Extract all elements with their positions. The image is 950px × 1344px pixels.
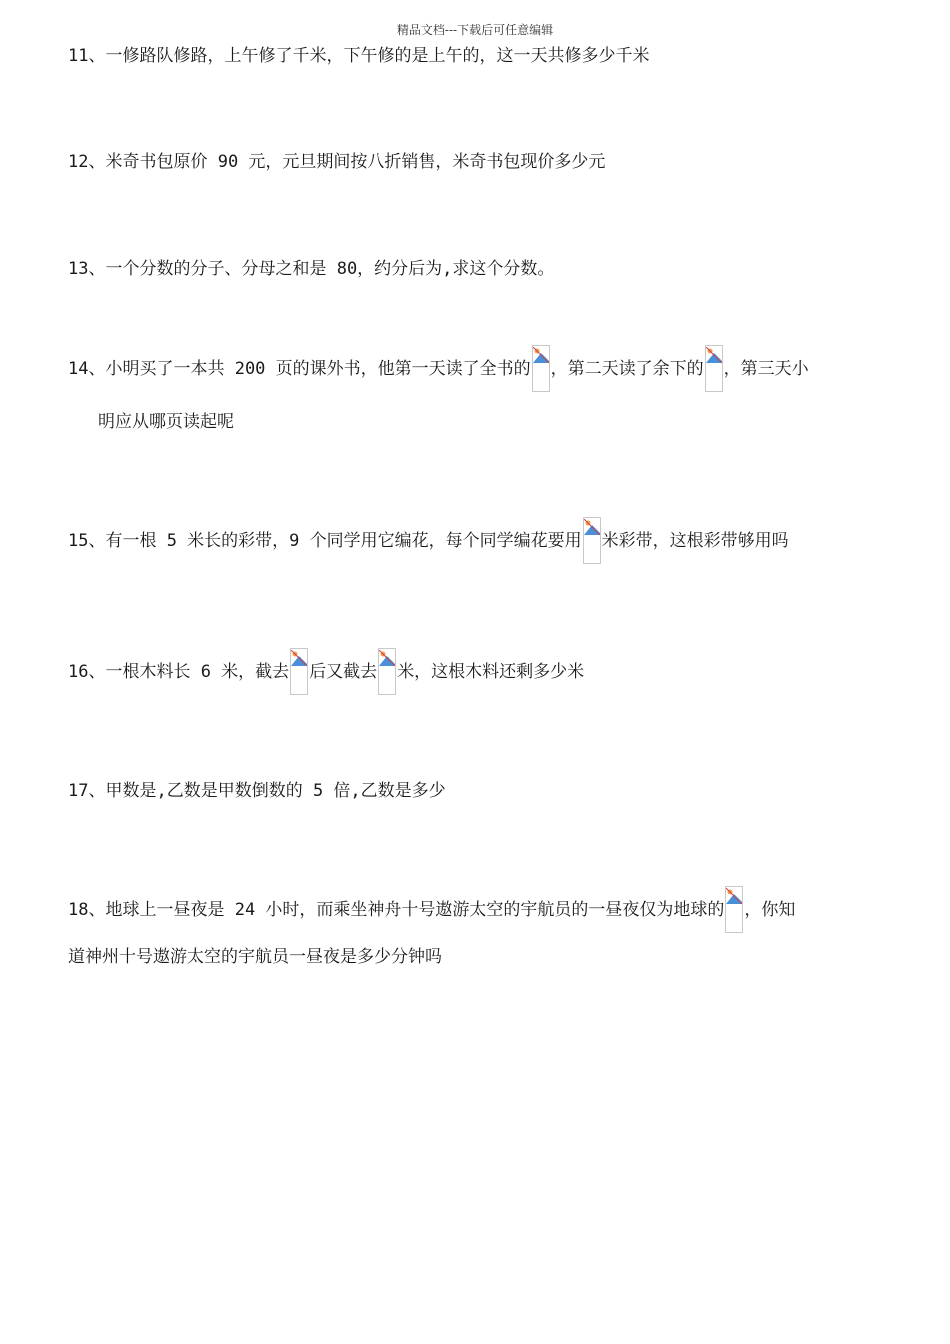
question-15 — [68, 517, 789, 564]
broken-image-icon — [378, 648, 396, 695]
question-16-text-b: 后又截去 — [309, 661, 378, 682]
question-12: 12、米奇书包原价 90 元，元旦期间按八折销售，米奇书包现价多少元 — [68, 152, 606, 172]
question-13: 13、一个分数的分子、分母之和是 80，约分后为,求这个分数。 — [68, 259, 555, 279]
page-header: 精品文档---下载后可任意编辑 — [396, 23, 554, 37]
question-14-text-b: ，第二天读了余下的 — [550, 358, 704, 379]
question-14-line1 — [68, 345, 809, 392]
broken-image-icon — [583, 517, 601, 564]
question-11: 11、一修路队修路，上午修了千米，下午修的是上午的，这一天共修多少千米 — [68, 46, 650, 66]
question-15-text-a: 15、有一根 5 米长的彩带，9 个同学用它编花，每个同学编花要用 — [68, 530, 582, 551]
question-17: 17、甲数是,乙数是甲数倒数的 5 倍,乙数是多少 — [68, 781, 446, 801]
question-18-text-a: 18、地球上一昼夜是 24 小时，而乘坐神舟十号遨游太空的宇航员的一昼夜仅为地球的 — [68, 899, 725, 920]
broken-image-icon — [532, 345, 550, 392]
question-15-text-b: 米彩带，这根彩带够用吗 — [601, 530, 789, 551]
question-14-line2: 明应从哪页读起呢 — [98, 412, 234, 432]
question-18-line2: 道神州十号遨游太空的宇航员一昼夜是多少分钟吗 — [68, 947, 442, 967]
question-16-text-a: 16、一根木料长 6 米，截去 — [68, 661, 290, 682]
question-18-text-b: ，你知 — [744, 899, 796, 920]
question-14-text-c: ，第三天小 — [723, 358, 809, 379]
question-16 — [68, 648, 584, 695]
broken-image-icon — [705, 345, 723, 392]
question-14-text-a: 14、小明买了一本共 200 页的课外书，他第一天读了全书的 — [68, 358, 531, 379]
broken-image-icon — [290, 648, 308, 695]
broken-image-icon — [725, 886, 743, 933]
question-18-line1 — [68, 886, 795, 933]
question-16-text-c: 米，这根木料还剩多少米 — [397, 661, 585, 682]
